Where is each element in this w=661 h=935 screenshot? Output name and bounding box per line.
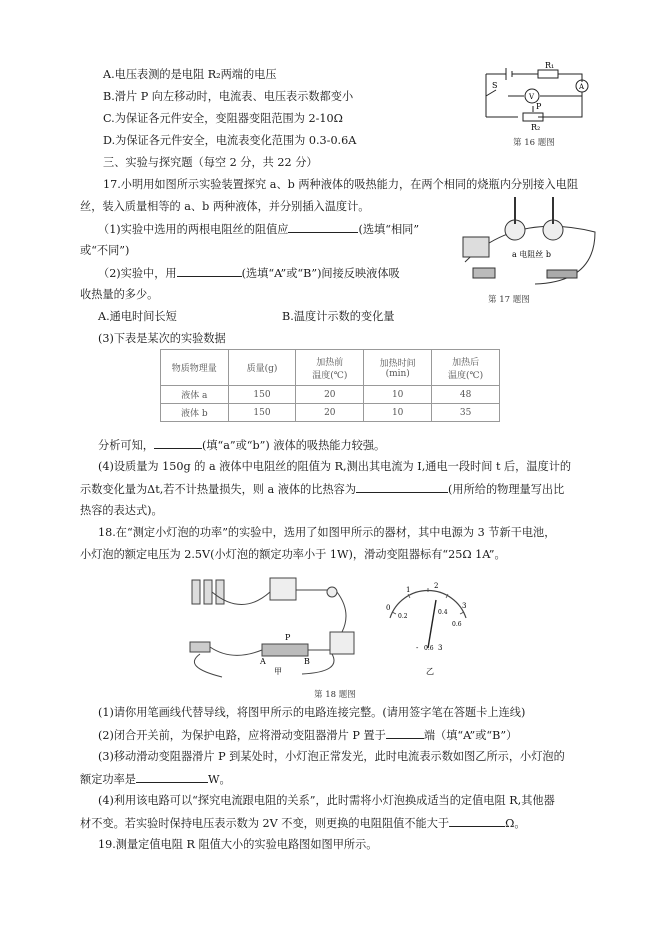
answer-blank[interactable] bbox=[154, 437, 202, 449]
dial-tick-label: 2 bbox=[434, 582, 439, 590]
q18-part4-line1: (4)利用该电路可以“探究电流跟电阻的关系”，此时需将小灯泡换成适当的定值电阻 R,其他器 bbox=[98, 794, 555, 807]
q17-part4-line1: (4)设质量为 150g 的 a 液体中电阻丝的阻值为 R,测出其电流为 I,通电一段时间 t 后，温度计的 bbox=[98, 460, 572, 473]
terminal-b-label: B bbox=[304, 657, 310, 666]
q17-analysis-choice: (填“a”或“b”) 液体的吸热能力较强。 bbox=[201, 439, 386, 452]
figure-yi-label: 乙 bbox=[426, 667, 434, 676]
table-cell: 10 bbox=[364, 386, 432, 404]
r2-label: R₂ bbox=[531, 123, 541, 132]
q18-part3-line1: (3)移动滑动变阻器滑片 P 到某处时，小灯泡正常发光，此时电流表示数如图乙所示，小灯泡的 bbox=[98, 750, 565, 763]
q16-option-a: A.电压表测的是电阻 R₂两端的电压 bbox=[103, 68, 277, 81]
q17-part2-choice: (选填“A”或“B”)间接反映液体吸 bbox=[241, 267, 400, 280]
dial-needle bbox=[428, 600, 436, 648]
table-row bbox=[161, 386, 500, 404]
answer-blank[interactable] bbox=[449, 815, 505, 827]
q18-part4-line2 bbox=[80, 815, 526, 831]
q16-option-b: B.滑片 P 向左移动时，电流表、电压表示数都变小 bbox=[103, 90, 354, 103]
table-header: 加热前 温度(℃) bbox=[296, 350, 364, 386]
q18-part3-unit: W。 bbox=[207, 773, 231, 786]
experiment-data-table bbox=[160, 349, 500, 422]
circuit-photo-jia bbox=[182, 572, 377, 680]
switch-label: S bbox=[492, 81, 498, 90]
q17-part4-line2 bbox=[80, 481, 564, 497]
answer-blank[interactable] bbox=[288, 221, 358, 233]
q17-part2-cont: 收热量的多少。 bbox=[80, 288, 159, 301]
voltmeter-label: V bbox=[529, 93, 535, 101]
q18-part4-unit: Ω。 bbox=[505, 817, 526, 830]
q17-part2-text: （2)实验中，用 bbox=[98, 267, 177, 280]
q18-part4-text: 材不变。若实验时保持电压表示数为 2V 不变，则更换的电阻阻值不能大于 bbox=[80, 817, 450, 830]
table-header: 加热后 温度(℃) bbox=[432, 350, 500, 386]
q17-stem-2: 丝，装入质量相等的 a、b 两种液体，并分别插入温度计。 bbox=[80, 200, 370, 213]
q18-stem-1: 18.在“测定小灯泡的功率”的实验中，选用了如图甲所示的器材，其中电源为 3 节新干电池， bbox=[98, 526, 556, 539]
q17-analysis bbox=[98, 437, 385, 453]
dial-tick-label: 3 bbox=[462, 602, 467, 610]
table-cell: 10 bbox=[364, 404, 432, 422]
q17-option-a: A.通电时间长短 bbox=[98, 310, 177, 323]
q17-part3: (3)下表是某次的实验数据 bbox=[98, 332, 226, 345]
q17-part1-choice: (选填“相同” bbox=[358, 223, 420, 236]
q18-stem-2: 小灯泡的额定电压为 2.5V(小灯泡的额定功率小于 1W)，滑动变阻器标有“25Ω 1A”。 bbox=[80, 548, 506, 561]
dial-sub-label: 0.4 bbox=[438, 609, 448, 616]
experiment-diagram-17 bbox=[455, 192, 600, 290]
terminal-a-label: A bbox=[260, 657, 266, 666]
table-row bbox=[161, 404, 500, 422]
resistance-wire-label: a 电阻丝 b bbox=[512, 250, 551, 259]
q17-part1-cont: 或“不同”) bbox=[80, 244, 130, 257]
answer-blank[interactable] bbox=[356, 481, 448, 493]
q18-part3-text: 额定功率是 bbox=[80, 773, 136, 786]
r1-label: R₁ bbox=[545, 62, 555, 70]
ammeter-label: A bbox=[579, 83, 585, 91]
dial-tick-label: 0 bbox=[386, 604, 391, 612]
table-header: 物质物理量 bbox=[161, 350, 229, 386]
q17-part1-text: （1)实验中选用的两根电阻丝的阻值应 bbox=[98, 223, 289, 236]
fig17-caption: 第 17 题图 bbox=[488, 295, 530, 305]
q18-part3-line2 bbox=[80, 771, 231, 787]
ammeter-dial-yi bbox=[378, 578, 478, 682]
answer-blank[interactable] bbox=[177, 265, 242, 277]
terminal-label: 3 bbox=[438, 644, 443, 652]
table-cell: 150 bbox=[228, 386, 296, 404]
slider-p-label: P bbox=[285, 633, 291, 642]
table-cell: 液体 b bbox=[161, 404, 229, 422]
table-header: 加热时间 (min) bbox=[364, 350, 432, 386]
terminal-label: 0.6 bbox=[424, 645, 434, 652]
table-header: 质量(g) bbox=[228, 350, 296, 386]
answer-blank[interactable] bbox=[386, 727, 424, 739]
q17-part4-hint: (用所给的物理量写出比 bbox=[448, 483, 565, 496]
q16-option-c: C.为保证各元件安全，变阻器变阻范围为 2-10Ω bbox=[103, 112, 343, 125]
q17-analysis-text: 分析可知， bbox=[98, 439, 154, 452]
dial-sub-label: 0.6 bbox=[452, 621, 462, 628]
section-heading: 三、实验与探究题（每空 2 分，共 22 分） bbox=[103, 156, 318, 169]
slider-label: P bbox=[536, 102, 542, 111]
q19-stem: 19.测量定值电阻 R 阻值大小的实验电路图如图甲所示。 bbox=[98, 838, 378, 851]
terminal-label: - bbox=[416, 644, 419, 652]
q17-part4-line3: 热容的表达式)。 bbox=[80, 504, 163, 517]
table-cell: 150 bbox=[228, 404, 296, 422]
q16-option-d: D.为保证各元件安全，电流表变化范围为 0.3-0.6A bbox=[103, 134, 357, 147]
fig18-caption: 第 18 题图 bbox=[314, 690, 356, 700]
q17-part4-text: 示数变化量为Δt,若不计热量损失，则 a 液体的比热容为 bbox=[80, 483, 357, 496]
q17-part2 bbox=[98, 265, 400, 281]
q18-part2-text: (2)闭合开关前，为保护电路，应将滑动变阻器滑片 P 置于 bbox=[98, 729, 386, 742]
q18-part2-choice: 端（填“A”或“B”） bbox=[423, 729, 518, 742]
q17-stem-1: 17.小明用如图所示实验装置探究 a、b 两种液体的吸热能力，在两个相同的烧瓶内分别接入电阻 bbox=[103, 178, 579, 191]
answer-blank[interactable] bbox=[136, 771, 208, 783]
figure-jia-label: 甲 bbox=[274, 667, 282, 676]
table-cell: 35 bbox=[432, 404, 500, 422]
dial-sub-label: 0.2 bbox=[398, 613, 408, 620]
circuit-diagram-16 bbox=[478, 62, 598, 142]
q17-part1 bbox=[98, 221, 419, 237]
fig16-caption: 第 16 题图 bbox=[513, 138, 555, 148]
table-cell: 20 bbox=[296, 404, 364, 422]
table-cell: 48 bbox=[432, 386, 500, 404]
dial-tick-label: 1 bbox=[406, 586, 411, 594]
q18-part2 bbox=[98, 727, 517, 743]
table-cell: 20 bbox=[296, 386, 364, 404]
table-header-row bbox=[161, 350, 500, 386]
table-cell: 液体 a bbox=[161, 386, 229, 404]
q17-option-b: B.温度计示数的变化量 bbox=[282, 310, 395, 323]
q18-part1: (1)请你用笔画线代替导线，将图甲所示的电路连接完整。(请用签字笔在答题卡上连线) bbox=[98, 706, 526, 719]
